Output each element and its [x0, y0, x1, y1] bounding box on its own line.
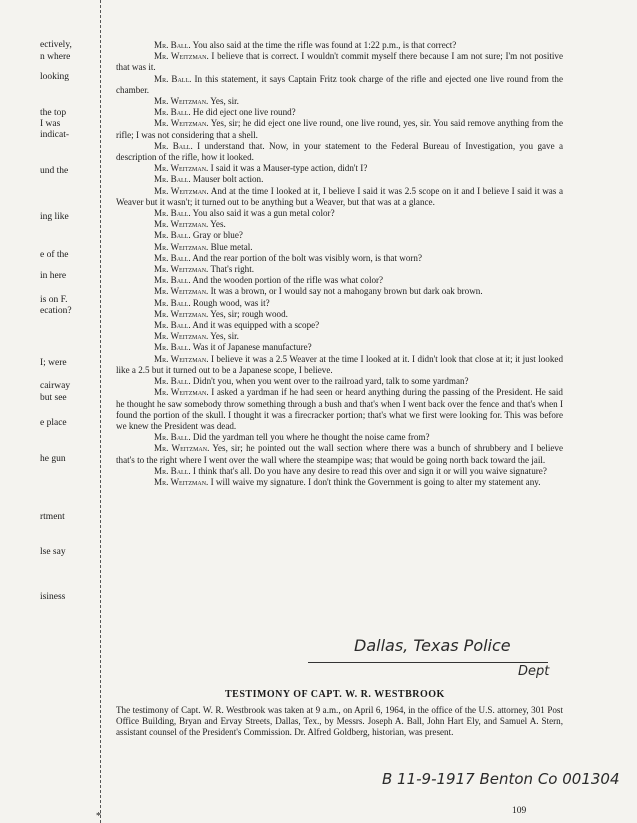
speech-text: I said it was a Mauser-type action, didn't I?	[210, 163, 368, 174]
speaker-name: Mr. Weitzman.	[154, 331, 209, 342]
speech-text: Gray or blue?	[192, 230, 243, 241]
speaker-name: Mr. Ball.	[154, 107, 191, 118]
testimony-paragraph	[116, 331, 563, 342]
speaker-name: Mr. Weitzman.	[154, 219, 209, 230]
section-heading: TESTIMONY OF CAPT. W. R. WESTBROOK	[225, 689, 445, 700]
margin-fragment: e of the	[40, 250, 69, 260]
speech-text: I think that's all. Do you have any desire to read this over and sign it or will you waive signature?	[192, 465, 547, 476]
page-number: 109	[512, 806, 527, 816]
speech-text: And the wooden portion of the rifle was what color?	[192, 275, 384, 286]
testimony-paragraph	[116, 477, 563, 488]
testimony-paragraph	[116, 74, 563, 96]
margin-fragment: looking	[40, 72, 70, 82]
testimony-paragraph	[116, 51, 563, 73]
speaker-name: Mr. Weitzman.	[154, 96, 209, 107]
testimony-paragraph	[116, 264, 563, 275]
speaker-name: Mr. Ball.	[154, 230, 191, 241]
testimony-paragraph	[116, 141, 563, 163]
speech-text: Blue metal.	[210, 241, 253, 252]
testimony-paragraph	[116, 387, 563, 432]
speech-text: And at the time I looked at it, I believe I said it was 2.5 scope on it and I believe I said it was a Weaver but it wasn't; it turned out to be anything but a Weaver, but that was at a glance.	[116, 185, 564, 207]
testimony-body	[116, 40, 563, 488]
testimony-paragraph	[116, 242, 563, 253]
margin-fragment: is on F.	[40, 295, 68, 305]
margin-fragment: the top	[40, 108, 67, 118]
margin-fragment: in here	[40, 271, 67, 281]
speech-text: In this statement, it says Captain Fritz took charge of the rifle and ejected one live round from the chamber.	[116, 73, 564, 95]
handwritten-footer-note: B 11-9-1917 Benton Co 001304	[382, 770, 620, 788]
margin-fragment: ecation?	[40, 306, 72, 316]
speaker-name: Mr. Ball.	[154, 40, 191, 50]
margin-fragment: n where	[40, 52, 71, 62]
speaker-name: Mr. Weitzman.	[154, 443, 210, 454]
testimony-paragraph	[116, 208, 563, 219]
speaker-name: Mr. Weitzman.	[154, 51, 209, 62]
margin-fragment: rtment	[40, 512, 65, 522]
speech-text: Was it of Japanese manufacture?	[192, 342, 312, 353]
speaker-name: Mr. Weitzman.	[154, 163, 209, 174]
testimony-paragraph	[116, 354, 563, 376]
speech-text: And the rear portion of the bolt was visibly worn, is that worn?	[192, 252, 422, 263]
margin-fragment: ing like	[40, 212, 69, 222]
testimony-paragraph	[116, 96, 563, 107]
speaker-name: Mr. Weitzman.	[154, 286, 209, 297]
speech-text: Didn't you, when you went over to the railroad yard, talk to some yardman?	[192, 376, 469, 387]
speech-text: Yes, sir.	[210, 96, 239, 107]
speech-text: Rough wood, was it?	[192, 297, 270, 308]
adjacent-page-margin	[0, 0, 98, 823]
speaker-name: Mr. Weitzman.	[154, 476, 209, 487]
testimony-paragraph	[116, 320, 563, 331]
speech-text: Yes.	[210, 219, 226, 230]
intro-paragraph: The testimony of Capt. W. R. Westbrook was taken at 9 a.m., on April 6, 1964, in the office of the U.S. attorney, 301 Post Office Building, Bryan and Ervay Streets, Dallas, Tex., by Messrs. Joseph A. Ball, John Hart Ely, and Samuel A. Stern, assistant counsel of the President's Commission. Dr. Alfred Goldberg, historian, was present.	[116, 705, 563, 738]
margin-fragment: isiness	[40, 592, 66, 602]
handwritten-underline	[308, 662, 548, 663]
margin-fragment: lse say	[40, 547, 66, 557]
speaker-name: Mr. Ball.	[154, 376, 191, 387]
speech-text: Mauser bolt action.	[192, 174, 264, 185]
margin-fragment: I was	[40, 119, 61, 129]
testimony-paragraph	[116, 275, 563, 286]
speaker-name: Mr. Weitzman.	[154, 241, 209, 252]
handwritten-note-police: Dallas, Texas Police	[354, 636, 511, 655]
margin-fragment: ectively,	[40, 40, 72, 50]
speaker-name: Mr. Ball.	[154, 140, 193, 151]
speech-text: It was a brown, or I would say not a mahogany brown but dark oak brown.	[210, 286, 483, 297]
testimony-paragraph	[116, 443, 563, 465]
speech-text: He did eject one live round?	[192, 107, 296, 118]
margin-fragment: indicat-	[40, 130, 70, 140]
speaker-name: Mr. Ball.	[154, 73, 192, 84]
speech-text: I will waive my signature. I don't think the Government is going to alter my statement any.	[210, 476, 541, 487]
testimony-paragraph	[116, 309, 563, 320]
speaker-name: Mr. Ball.	[154, 174, 191, 185]
speech-text: Yes, sir.	[210, 331, 239, 342]
speaker-name: Mr. Ball.	[154, 320, 191, 331]
speaker-name: Mr. Ball.	[154, 432, 191, 443]
speaker-name: Mr. Ball.	[154, 297, 191, 308]
speech-text: Yes, sir; rough wood.	[210, 308, 288, 319]
speech-text: Yes, sir; he did eject one live round, one live round, yes, sir. You said remove anything from the rifle; I was not considering that a shell.	[116, 118, 564, 140]
speech-text: You also said at the time the rifle was found at 1:22 p.m., is that correct?	[192, 40, 457, 50]
speech-text: I asked a yardman if he had seen or heard anything during the passing of the President. He said he thought he saw somebody throw something through a bush and that's when I went back over the fence and that's when I found the portion of the skull. I thought it was a firecracker portion; that's what we first were looking for. This was before we knew the President was dead.	[116, 387, 563, 431]
speaker-name: Mr. Ball.	[154, 208, 191, 219]
testimony-paragraph	[116, 253, 563, 264]
speaker-name: Mr. Ball.	[154, 252, 191, 263]
speech-text: That's right.	[210, 264, 255, 275]
speaker-name: Mr. Ball.	[154, 275, 191, 286]
testimony-paragraph	[116, 186, 563, 208]
speech-text: Did the yardman tell you where he thought the noise came from?	[192, 432, 430, 443]
testimony-paragraph	[116, 230, 563, 241]
testimony-paragraph	[116, 376, 563, 387]
testimony-paragraph	[116, 40, 563, 51]
testimony-paragraph	[116, 432, 563, 443]
speaker-name: Mr. Weitzman.	[154, 264, 209, 275]
margin-fragment: e place	[40, 418, 67, 428]
speaker-name: Mr. Weitzman.	[154, 185, 209, 196]
margin-fragment: he gun	[40, 454, 66, 464]
speech-text: I believe that is correct. I wouldn't commit myself there because I am not sure; I'm not positive that was it.	[116, 51, 563, 73]
margin-fragment: but see	[40, 393, 67, 403]
page-gutter-divider	[100, 0, 101, 823]
testimony-paragraph	[116, 118, 563, 140]
speaker-name: Mr. Weitzman.	[154, 308, 209, 319]
speaker-name: Mr. Weitzman.	[154, 387, 209, 398]
speaker-name: Mr. Weitzman.	[154, 118, 209, 129]
speaker-name: Mr. Ball.	[154, 342, 191, 353]
margin-star: *	[96, 811, 101, 822]
testimony-paragraph	[116, 466, 563, 477]
speech-text: You also said it was a gun metal color?	[192, 208, 335, 219]
handwritten-note-dept: Dept	[518, 664, 550, 679]
speech-text: I believe it was a 2.5 Weaver at the time I looked at it. I didn't look that close at it; it just looked like a 2.5 but it turned out to be a Japanese scope, I believe.	[116, 353, 563, 375]
margin-fragment: und the	[40, 166, 69, 176]
speech-text: I understand that. Now, in your statement to the Federal Bureau of Investigation, you gave a description of the rifle, how it looked.	[116, 140, 563, 163]
testimony-paragraph	[116, 342, 563, 353]
testimony-paragraph	[116, 163, 563, 174]
testimony-paragraph	[116, 107, 563, 118]
margin-fragment: I; were	[40, 358, 67, 368]
testimony-paragraph	[116, 174, 563, 185]
speaker-name: Mr. Ball.	[154, 465, 191, 476]
speaker-name: Mr. Weitzman.	[154, 353, 209, 364]
testimony-paragraph	[116, 298, 563, 309]
speech-text: And it was equipped with a scope?	[192, 320, 320, 331]
margin-fragment: cairway	[40, 381, 71, 391]
speech-text: Yes, sir; he pointed out the wall section where there was a bunch of shrubbery and I believe that's to the right where I went over the wall where the steampipe was; that would be going north back toward the jail.	[116, 443, 563, 465]
testimony-paragraph	[116, 286, 563, 297]
testimony-paragraph	[116, 219, 563, 230]
